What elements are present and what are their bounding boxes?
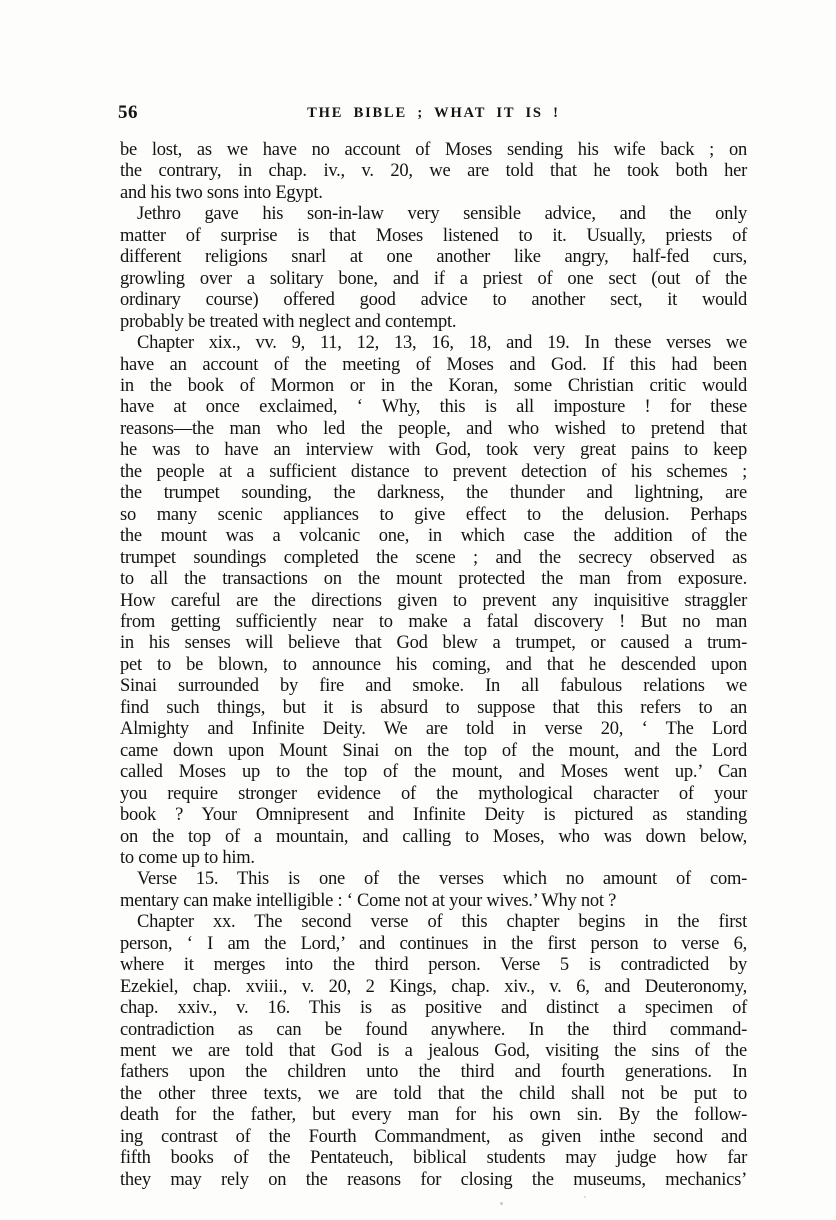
- text-line: fathers upon the children unto the third and fourth generations. In: [120, 1062, 747, 1083]
- text-line: pet to be blown, to announce his coming, and that he descended upon: [120, 654, 747, 675]
- text-line: growling over a solitary bone, and if a priest of one sect (out of the: [120, 268, 747, 289]
- text-line: Ezekiel, chap. xviii., v. 20, 2 Kings, chap. xiv., v. 6, and Deuteronomy,: [120, 976, 747, 997]
- text-line: on the top of a mountain, and calling to Moses, who was down below,: [120, 826, 747, 847]
- text-line: where it merges into the third person. Verse 5 is contradicted by: [120, 955, 747, 976]
- text-line: the other three texts, we are told that the child shall not be put to: [120, 1083, 747, 1104]
- text-line: find such things, but it is absurd to suppose that this refers to an: [120, 697, 747, 718]
- text-line: different religions snarl at one another like angry, half-fed curs,: [120, 247, 747, 268]
- scan-speck: [584, 1196, 586, 1198]
- text-line: from getting sufficiently near to make a fatal discovery ! But no man: [120, 611, 747, 632]
- text-block: [120, 140, 747, 1191]
- text-line: probably be treated with neglect and contempt.: [120, 311, 457, 332]
- paragraph: [120, 140, 747, 204]
- page-header: [120, 101, 747, 127]
- text-line: Chapter xix., vv. 9, 11, 12, 13, 16, 18, and 19. In these verses we: [137, 333, 747, 354]
- text-line: fifth books of the Pentateuch, biblical students may judge how far: [120, 1148, 747, 1169]
- text-line: called Moses up to the top of the mount, and Moses went up.’ Can: [120, 762, 747, 783]
- text-line: person, ‘ I am the Lord,’ and continues in the first person to verse 6,: [120, 933, 747, 954]
- text-line: mentary can make intelligible : ‘ Come not at your wives.’ Why not ?: [120, 890, 617, 911]
- text-line: book ? Your Omnipresent and Infinite Deity is pictured as standing: [120, 805, 747, 826]
- text-line: the people at a sufficient distance to prevent detection of his schemes ;: [120, 461, 747, 482]
- text-line: Almighty and Infinite Deity. We are told in verse 20, ‘ The Lord: [120, 719, 747, 740]
- text-line: the mount was a volcanic one, in which case the addition of the: [120, 526, 747, 547]
- text-line: be lost, as we have no account of Moses sending his wife back ; on: [120, 140, 747, 160]
- text-line: contradiction as can be found anywhere. In the third command-: [120, 1019, 747, 1040]
- text-line: to all the transactions on the mount protected the man from exposure.: [120, 569, 747, 590]
- text-line: Verse 15. This is one of the verses which no amount of com-: [137, 869, 747, 890]
- text-line: How careful are the directions given to prevent any inquisitive straggler: [120, 590, 747, 611]
- paragraph: [120, 333, 747, 869]
- text-line: in his senses will believe that God blew a trumpet, or caused a trum-: [120, 633, 747, 654]
- text-line: matter of surprise is that Moses listened to it. Usually, priests of: [120, 225, 747, 246]
- scan-speck: [500, 1202, 503, 1205]
- paragraph: [120, 869, 747, 912]
- text-line: trumpet soundings completed the scene ; and the secrecy observed as: [120, 547, 747, 568]
- text-line: so many scenic appliances to give effect to the delusion. Perhaps: [120, 504, 747, 525]
- text-line: Sinai surrounded by fire and smoke. In all fabulous relations we: [120, 676, 747, 697]
- page-number: 56: [118, 102, 138, 123]
- text-line: have at once exclaimed, ‘ Why, this is all imposture ! for these: [120, 397, 747, 418]
- text-line: chap. xxiv., v. 16. This is as positive and distinct a specimen of: [120, 998, 747, 1019]
- paragraph: [120, 912, 747, 1191]
- text-line: ment we are told that God is a jealous God, visiting the sins of the: [120, 1041, 747, 1062]
- text-line: he was to have an interview with God, took very great pains to keep: [120, 440, 747, 461]
- text-line: ing contrast of the Fourth Commandment, as given inthe second and: [120, 1126, 747, 1147]
- text-line: and his two sons into Egypt.: [120, 182, 323, 203]
- text-line: they may rely on the reasons for closing the museums, mechanics’: [120, 1169, 747, 1190]
- text-line: you require stronger evidence of the mythological character of your: [120, 783, 747, 804]
- text-line: Jethro gave his son-in-law very sensible advice, and the only: [137, 204, 747, 225]
- running-title: THE BIBLE ; WHAT IT IS !: [307, 105, 560, 121]
- paragraph: [120, 204, 747, 333]
- text-line: ordinary course) offered good advice to another sect, it would: [120, 290, 747, 311]
- text-line: the trumpet sounding, the darkness, the thunder and lightning, are: [120, 483, 747, 504]
- text-line: the contrary, in chap. iv., v. 20, we are told that he took both her: [120, 161, 747, 182]
- text-line: have an account of the meeting of Moses and God. If this had been: [120, 354, 747, 375]
- text-line: in the book of Mormon or in the Koran, some Christian critic would: [120, 375, 747, 396]
- text-line: came down upon Mount Sinai on the top of the mount, and the Lord: [120, 740, 747, 761]
- text-line: Chapter xx. The second verse of this chapter begins in the first: [137, 912, 747, 933]
- text-line: reasons—the man who led the people, and who wished to pretend that: [120, 418, 747, 439]
- text-line: to come up to him.: [120, 847, 255, 868]
- text-line: death for the father, but every man for his own sin. By the follow-: [120, 1105, 747, 1126]
